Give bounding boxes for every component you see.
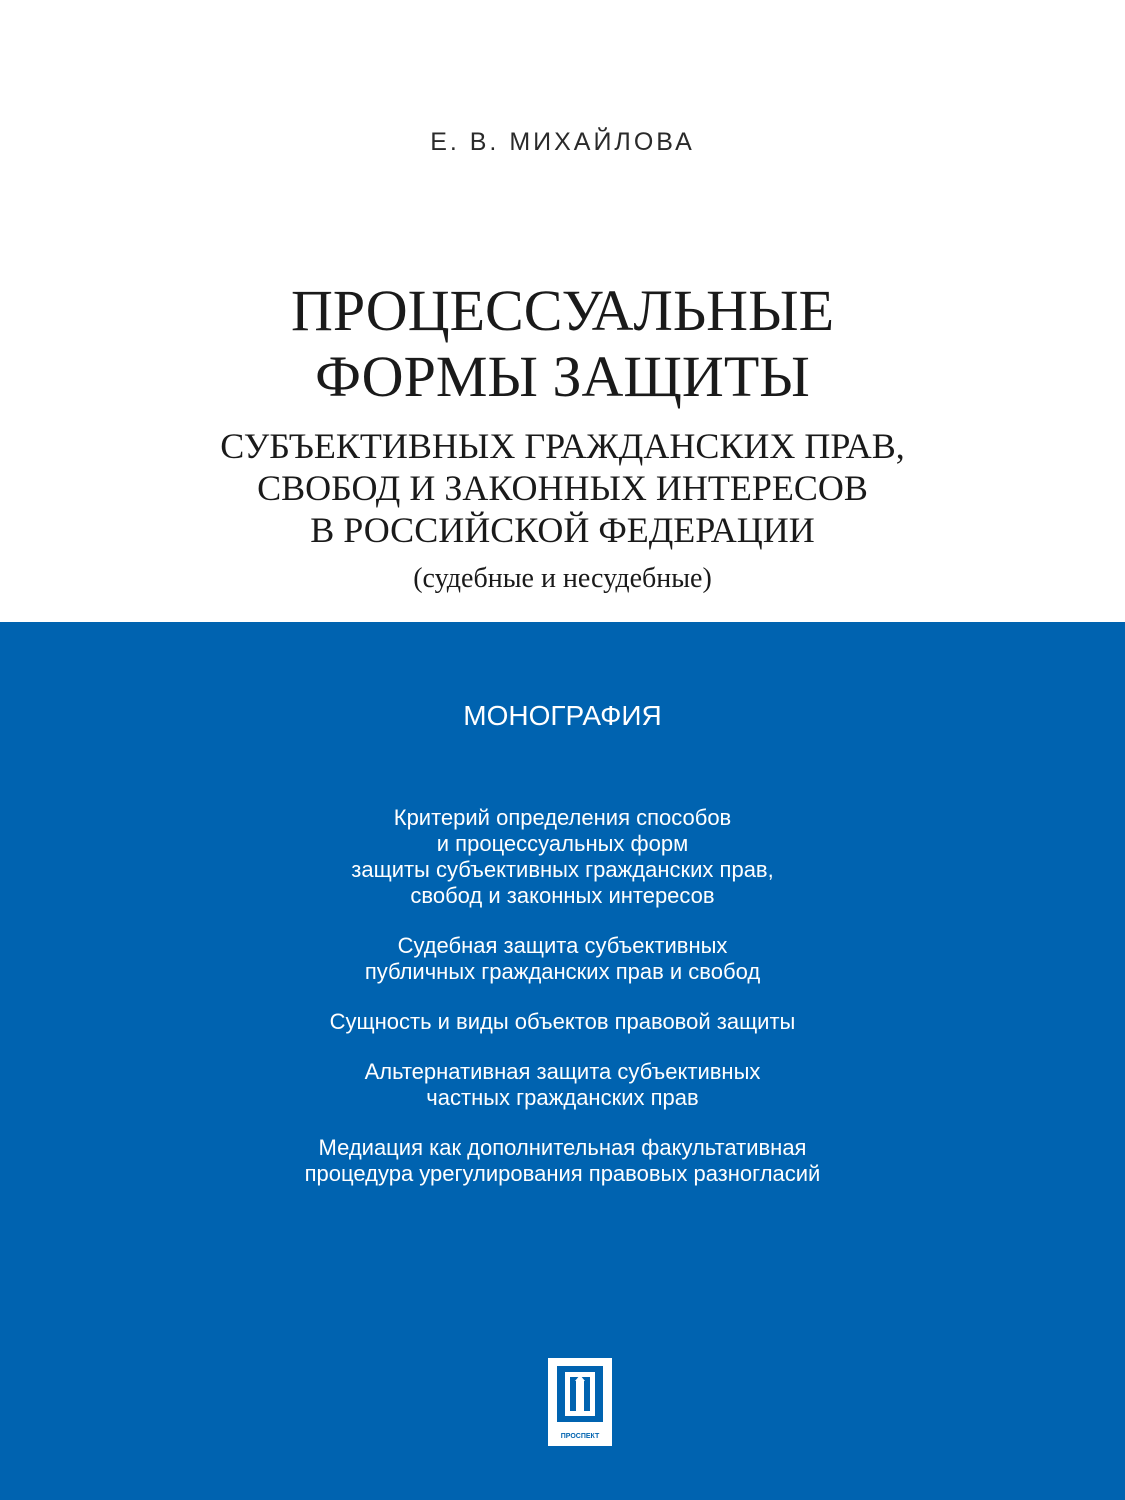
topic-line: защиты субъективных гражданских прав, <box>351 857 774 882</box>
publisher-logo-text: ПРОСПЕКТ <box>560 1433 600 1440</box>
topic-item <box>0 933 1125 985</box>
title-sub-line: В РОССИЙСКОЙ ФЕДЕРАЦИИ <box>310 510 815 550</box>
title-sub-line: СУБЪЕКТИВНЫХ ГРАЖДАНСКИХ ПРАВ, <box>220 426 905 466</box>
author-name: Е. В. МИХАЙЛОВА <box>430 128 695 156</box>
title-main-line: ФОРМЫ ЗАЩИТЫ <box>315 344 810 409</box>
cover-top-section <box>0 0 1125 622</box>
title-note: (судебные и несудебные) <box>413 563 712 594</box>
topic-line: Альтернативная защита субъективных <box>364 1059 761 1084</box>
topic-line: Судебная защита субъективных <box>397 933 728 958</box>
title-subtitle <box>0 425 1125 551</box>
publisher-building-logo-icon <box>548 1358 612 1446</box>
title-main <box>0 278 1125 410</box>
genre-label: МОНОГРАФИЯ <box>463 700 662 731</box>
topic-item <box>0 1135 1125 1187</box>
topic-line: Критерий определения способов <box>393 805 732 830</box>
title-sub-line: СВОБОД И ЗАКОННЫХ ИНТЕРЕСОВ <box>257 468 868 508</box>
topics-list <box>0 805 1125 1211</box>
topic-line: публичных гражданских прав и свобод <box>364 959 761 984</box>
topic-line: Медиация как дополнительная факультативная <box>318 1135 807 1160</box>
topic-item <box>0 1059 1125 1111</box>
topic-item <box>0 805 1125 909</box>
topic-line: частных гражданских прав <box>426 1085 699 1110</box>
topic-line: процедура урегулирования правовых разногласий <box>304 1161 821 1186</box>
topic-line: Сущность и виды объектов правовой защиты <box>329 1009 796 1034</box>
topic-line: и процессуальных форм <box>436 831 689 856</box>
topic-item <box>0 1009 1125 1035</box>
cover-blue-band <box>0 622 1125 1500</box>
publisher-logo <box>548 1358 612 1446</box>
topic-line: свобод и законных интересов <box>410 883 715 908</box>
title-main-line: ПРОЦЕССУАЛЬНЫЕ <box>290 278 835 343</box>
